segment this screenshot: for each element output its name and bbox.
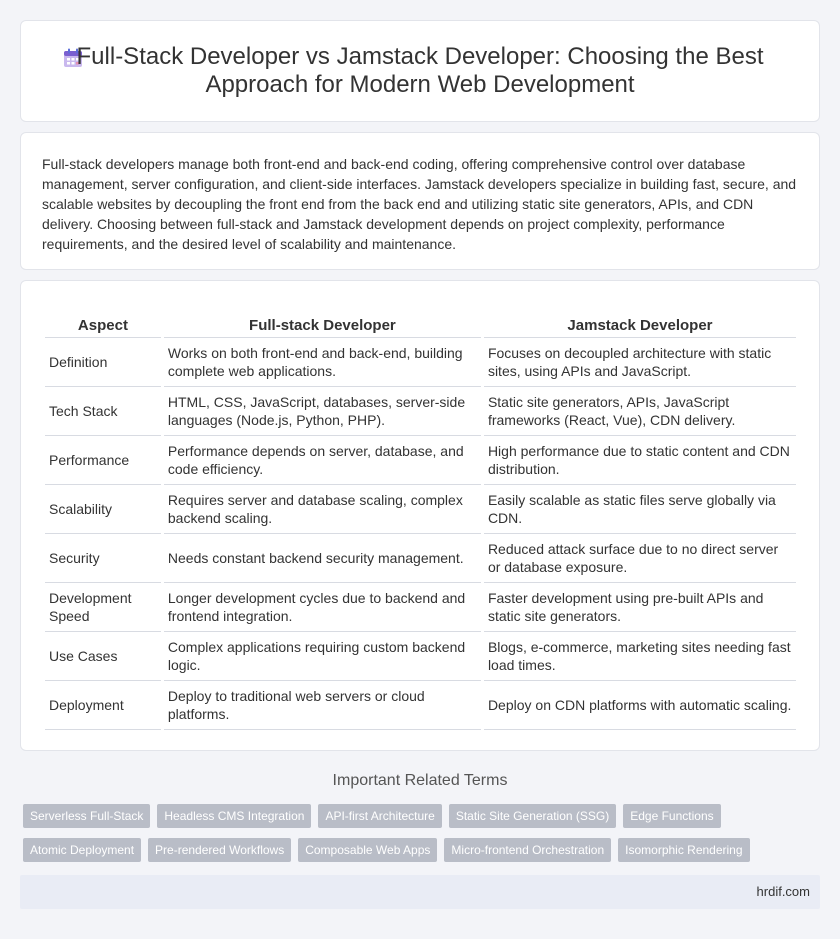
row-jamstack: High performance due to static content and CDN distribution. [484,436,796,485]
header-jamstack: Jamstack Developer [484,315,796,338]
row-aspect: Tech Stack [45,387,161,436]
row-jamstack: Focuses on decoupled architecture with static sites, using APIs and JavaScript. [484,338,796,387]
table-row [45,681,796,730]
title-card [20,20,820,122]
row-full-stack: Works on both front-end and back-end, building complete web applications. [164,338,481,387]
footer-site-link[interactable]: hrdif.com [756,884,810,899]
related-terms-heading: Important Related Terms [332,772,508,789]
row-jamstack: Blogs, e-commerce, marketing sites needing fast load times. [484,632,796,681]
row-aspect: Security [45,534,161,583]
row-full-stack: Deploy to traditional web servers or cloud platforms. [164,681,481,730]
tag-row [23,804,823,828]
page-title: Full-Stack Developer vs Jamstack Developer: Choosing the Best Approach for Modern Web Development [76,43,764,98]
row-jamstack: Easily scalable as static files serve globally via CDN. [484,485,796,534]
row-full-stack: Performance depends on server, database, and code efficiency. [164,436,481,485]
table-header-row [45,315,796,338]
tag-ssg[interactable]: Static Site Generation (SSG) [449,804,616,828]
table-row [45,534,796,583]
footer [20,875,820,909]
tag-micro-frontend[interactable]: Micro-frontend Orchestration [444,838,611,862]
header-aspect: Aspect [45,315,161,338]
row-full-stack: Complex applications requiring custom backend logic. [164,632,481,681]
row-jamstack: Reduced attack surface due to no direct server or database exposure. [484,534,796,583]
table-row [45,632,796,681]
header-full-stack: Full-stack Developer [164,315,481,338]
row-full-stack: Requires server and database scaling, complex backend scaling. [164,485,481,534]
comparison-card [20,280,820,751]
comparison-table [42,315,799,730]
table-row [45,583,796,632]
table-row [45,485,796,534]
intro-card [20,132,820,270]
tag-pre-rendered-workflows[interactable]: Pre-rendered Workflows [148,838,291,862]
row-jamstack: Deploy on CDN platforms with automatic scaling. [484,681,796,730]
row-full-stack: Longer development cycles due to backend and frontend integration. [164,583,481,632]
tag-serverless-full-stack[interactable]: Serverless Full-Stack [23,804,150,828]
table-row [45,436,796,485]
tag-api-first[interactable]: API-first Architecture [318,804,441,828]
tag-headless-cms[interactable]: Headless CMS Integration [157,804,311,828]
row-aspect: Deployment [45,681,161,730]
row-full-stack: Needs constant backend security management. [164,534,481,583]
related-terms-tags [23,804,823,872]
row-jamstack: Faster development using pre-built APIs and static site generators. [484,583,796,632]
tag-isomorphic-rendering[interactable]: Isomorphic Rendering [618,838,749,862]
table-row [45,338,796,387]
row-jamstack: Static site generators, APIs, JavaScript frameworks (React, Vue), CDN delivery. [484,387,796,436]
row-aspect: Scalability [45,485,161,534]
tag-composable-web-apps[interactable]: Composable Web Apps [298,838,437,862]
row-aspect: Use Cases [45,632,161,681]
table-row [45,387,796,436]
tag-row [23,838,823,862]
row-aspect: Development Speed [45,583,161,632]
tag-edge-functions[interactable]: Edge Functions [623,804,720,828]
row-full-stack: HTML, CSS, JavaScript, databases, server-side languages (Node.js, Python, PHP). [164,387,481,436]
tag-atomic-deployment[interactable]: Atomic Deployment [23,838,141,862]
intro-paragraph: Full-stack developers manage both front-end and back-end coding, offering comprehensive control over database management, server configuration, and client-side interfaces. Jamstack developers specialize in building fast, secure, and scalable websites by decoupling the front end from the back end and utilizing static site generators, APIs, and CDN delivery. Choosing between full-stack and Jamstack development depends on project complexity, performance requirements, and the desired level of scalability and maintenance. [42,156,797,252]
row-aspect: Performance [45,436,161,485]
row-aspect: Definition [45,338,161,387]
